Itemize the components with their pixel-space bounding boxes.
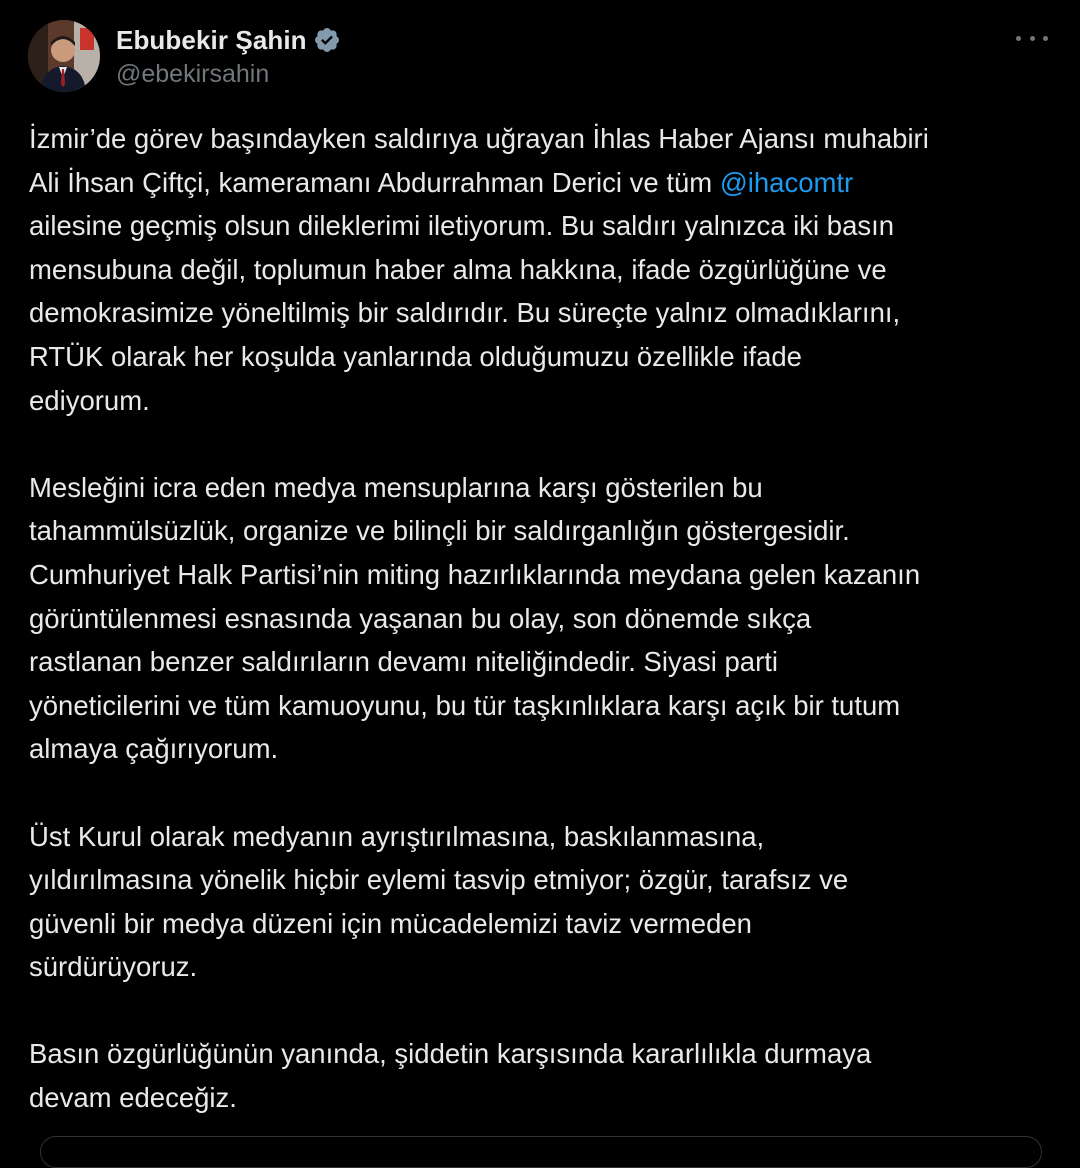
tweet-line: RTÜK olarak her koşulda yanlarında olduğumuzu özellikle ifade <box>29 340 802 372</box>
tweet-line: almaya çağırıyorum. <box>29 733 279 765</box>
tweet-line: güvenli bir medya düzeni için mücadelemizi taviz vermeden <box>29 907 752 939</box>
more-dot <box>1043 36 1048 41</box>
tweet-line: ediyorum. <box>29 384 150 416</box>
author-names <box>116 22 341 89</box>
tweet-paragraph <box>29 815 1059 989</box>
avatar-image <box>28 20 100 92</box>
tweet-line: devam edeceğiz. <box>29 1082 237 1114</box>
tweet-line: yıldırılmasına yönelik hiçbir eylemi tasvip etmiyor; özgür, tarafsız ve <box>29 864 849 896</box>
more-dot <box>1016 36 1021 41</box>
tweet-paragraph <box>29 1032 1059 1119</box>
author-avatar[interactable] <box>28 20 100 92</box>
author-handle[interactable]: @ebekirsahin <box>116 60 270 88</box>
media-card-edge <box>40 1136 1042 1168</box>
tweet-line: mensubuna değil, toplumun haber alma hakkına, ifade özgürlüğüne ve <box>29 253 887 285</box>
more-dot <box>1030 36 1035 41</box>
tweet-line: yöneticilerini ve tüm kamuoyunu, bu tür taşkınlıklara karşı açık bir tutum <box>29 689 901 721</box>
tweet-line: Mesleğini icra eden medya mensuplarına karşı gösterilen bu <box>29 471 763 503</box>
tweet-paragraph <box>29 466 1059 771</box>
verified-badge-icon[interactable] <box>313 26 341 54</box>
tweet-paragraph <box>29 117 1059 422</box>
tweet-line <box>29 161 1059 205</box>
more-options-icon[interactable] <box>1016 26 1048 50</box>
tweet-line: Cumhuriyet Halk Partisi’nin miting hazırlıklarında meydana gelen kazanın <box>29 558 921 590</box>
tweet-line-text: Ali İhsan Çiftçi, kameramanı Abdurrahman Derici ve tüm <box>29 166 720 198</box>
tweet-line: sürdürüyoruz. <box>29 951 198 983</box>
tweet-line: tahammülsüzlük, organize ve bilinçli bir saldırganlığın göstergesidir. <box>29 515 850 547</box>
tweet-line: Basın özgürlüğünün yanında, şiddetin karşısında kararlılıkla durmaya <box>29 1038 872 1070</box>
tweet-line: rastlanan benzer saldırıların devamı niteliğindedir. Siyasi parti <box>29 646 778 678</box>
tweet-line: demokrasimize yöneltilmiş bir saldırıdır. Bu süreçte yalnız olmadıklarını, <box>29 297 901 329</box>
tweet-line: ailesine geçmiş olsun dileklerimi iletiyorum. Bu saldırı yalnızca iki basın <box>29 210 895 242</box>
tweet-line: görüntülenmesi esnasında yaşanan bu olay, son dönemde sıkça <box>29 602 812 634</box>
display-name-row <box>116 22 341 58</box>
tweet-header <box>28 18 1052 98</box>
mention-link[interactable]: @ihacomtr <box>719 166 854 198</box>
tweet-line: İzmir’de görev başındayken saldırıya uğrayan İhlas Haber Ajansı muhabiri <box>29 123 929 154</box>
author-display-name[interactable]: Ebubekir Şahin <box>116 24 307 55</box>
tweet-line: Üst Kurul olarak medyanın ayrıştırılmasına, baskılanmasına, <box>29 820 765 852</box>
tweet-text <box>29 117 1059 1120</box>
